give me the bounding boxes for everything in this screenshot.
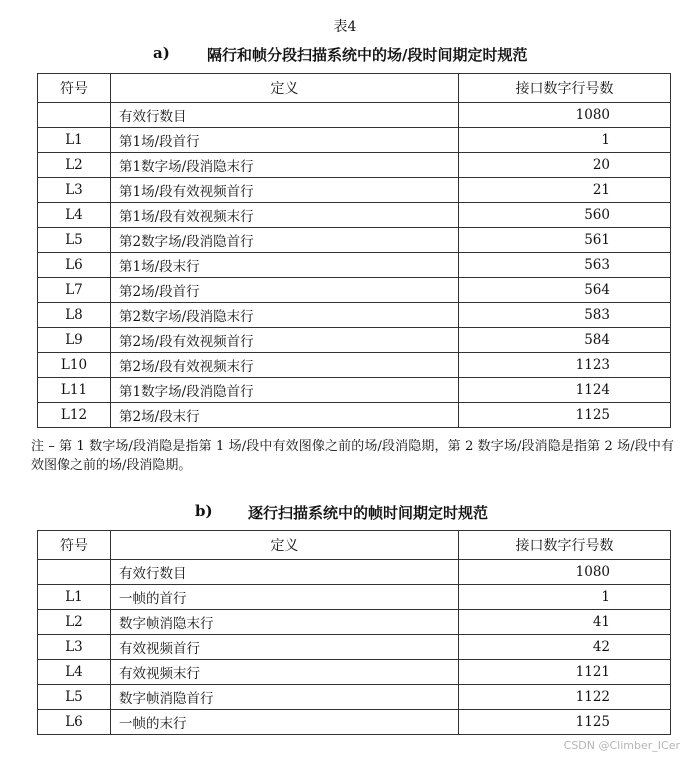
- row-symbol: L4: [38, 203, 111, 228]
- row-definition: 第1数字场/段消隐首行: [111, 378, 459, 403]
- section-b-title: 逐行扫描系统中的帧时间期定时规范: [248, 504, 489, 522]
- section-b-heading: [0, 502, 690, 524]
- row-value: 1125: [459, 403, 671, 428]
- row-definition: 数字帧消隐首行: [111, 685, 459, 710]
- row-symbol: L2: [38, 153, 111, 178]
- row-value: 42: [459, 635, 671, 660]
- row-symbol: [38, 560, 111, 585]
- row-symbol: L12: [38, 403, 111, 428]
- table-row: [38, 378, 671, 403]
- row-definition: 第2数字场/段消隐首行: [111, 228, 459, 253]
- row-symbol: L3: [38, 178, 111, 203]
- row-value: 560: [459, 203, 671, 228]
- table-row: [38, 128, 671, 153]
- table-note: 注 – 第 1 数字场/段消隐是指第 1 场/段中有效图像之前的场/段消隐期，第 2 数字场/段消隐是指第 2 场/段中有效图像之前的场/段消隐期。: [31, 439, 674, 473]
- row-value: 563: [459, 253, 671, 278]
- table-row: [38, 560, 671, 585]
- row-value: 1080: [459, 103, 671, 128]
- row-symbol: L1: [38, 585, 111, 610]
- row-definition: 一帧的首行: [111, 585, 459, 610]
- row-symbol: L3: [38, 635, 111, 660]
- row-value: 583: [459, 303, 671, 328]
- table-row: [38, 660, 671, 685]
- row-symbol: [38, 103, 111, 128]
- row-value: 20: [459, 153, 671, 178]
- table-row: [38, 585, 671, 610]
- table-row: [38, 710, 671, 735]
- row-definition: 第2场/段首行: [111, 278, 459, 303]
- section-a-tag: a): [153, 44, 170, 62]
- table-row: [38, 278, 671, 303]
- row-symbol: L6: [38, 710, 111, 735]
- table-row: [38, 635, 671, 660]
- header-line-number: 接口数字行号数: [459, 74, 671, 103]
- row-definition: 有效视频首行: [111, 635, 459, 660]
- table-row: [38, 253, 671, 278]
- row-symbol: L1: [38, 128, 111, 153]
- table-row: [38, 303, 671, 328]
- row-definition: 第2场/段有效视频首行: [111, 328, 459, 353]
- row-definition: 第1数字场/段消隐末行: [111, 153, 459, 178]
- row-value: 1124: [459, 378, 671, 403]
- row-definition: 第1场/段末行: [111, 253, 459, 278]
- row-value: 1123: [459, 353, 671, 378]
- row-symbol: L4: [38, 660, 111, 685]
- row-value: 21: [459, 178, 671, 203]
- row-symbol: L6: [38, 253, 111, 278]
- row-definition: 第2场/段末行: [111, 403, 459, 428]
- table-row: [38, 610, 671, 635]
- row-value: 1122: [459, 685, 671, 710]
- row-definition: 第1场/段首行: [111, 128, 459, 153]
- row-definition: 第1场/段有效视频首行: [111, 178, 459, 203]
- interlaced-timing-table: [37, 73, 671, 428]
- row-symbol: L2: [38, 610, 111, 635]
- table-row: [38, 103, 671, 128]
- header-definition: 定义: [111, 74, 459, 103]
- row-symbol: L8: [38, 303, 111, 328]
- row-value: 561: [459, 228, 671, 253]
- section-b-tag: b): [195, 502, 213, 520]
- row-value: 1125: [459, 710, 671, 735]
- row-value: 1: [459, 128, 671, 153]
- row-symbol: L7: [38, 278, 111, 303]
- table-caption: 表4: [333, 19, 357, 35]
- row-definition: 有效视频末行: [111, 660, 459, 685]
- table-row: [38, 203, 671, 228]
- row-definition: 第2数字场/段消隐末行: [111, 303, 459, 328]
- row-symbol: L10: [38, 353, 111, 378]
- header-symbol: 符号: [38, 531, 111, 560]
- watermark: CSDN @Climber_ICer: [563, 739, 680, 752]
- section-a-title: 隔行和帧分段扫描系统中的场/段时间期定时规范: [207, 46, 528, 64]
- row-definition: 第2场/段有效视频末行: [111, 353, 459, 378]
- progressive-timing-table: [37, 530, 671, 735]
- row-definition: 第1场/段有效视频末行: [111, 203, 459, 228]
- row-symbol: L5: [38, 228, 111, 253]
- row-definition: 一帧的末行: [111, 710, 459, 735]
- row-value: 1: [459, 585, 671, 610]
- row-definition: 有效行数目: [111, 560, 459, 585]
- table-row: [38, 228, 671, 253]
- row-value: 564: [459, 278, 671, 303]
- table-row: [38, 178, 671, 203]
- header-line-number: 接口数字行号数: [459, 531, 671, 560]
- table-row: [38, 328, 671, 353]
- table-row: [38, 353, 671, 378]
- section-a-heading: [0, 44, 690, 66]
- table-header-row: [38, 531, 671, 560]
- row-value: 1121: [459, 660, 671, 685]
- table-row: [38, 685, 671, 710]
- row-value: 1080: [459, 560, 671, 585]
- row-symbol: L11: [38, 378, 111, 403]
- row-symbol: L9: [38, 328, 111, 353]
- row-definition: 数字帧消隐末行: [111, 610, 459, 635]
- row-symbol: L5: [38, 685, 111, 710]
- header-symbol: 符号: [38, 74, 111, 103]
- table-header-row: [38, 74, 671, 103]
- table-row: [38, 153, 671, 178]
- row-value: 41: [459, 610, 671, 635]
- table-row: [38, 403, 671, 428]
- row-value: 584: [459, 328, 671, 353]
- row-definition: 有效行数目: [111, 103, 459, 128]
- header-definition: 定义: [111, 531, 459, 560]
